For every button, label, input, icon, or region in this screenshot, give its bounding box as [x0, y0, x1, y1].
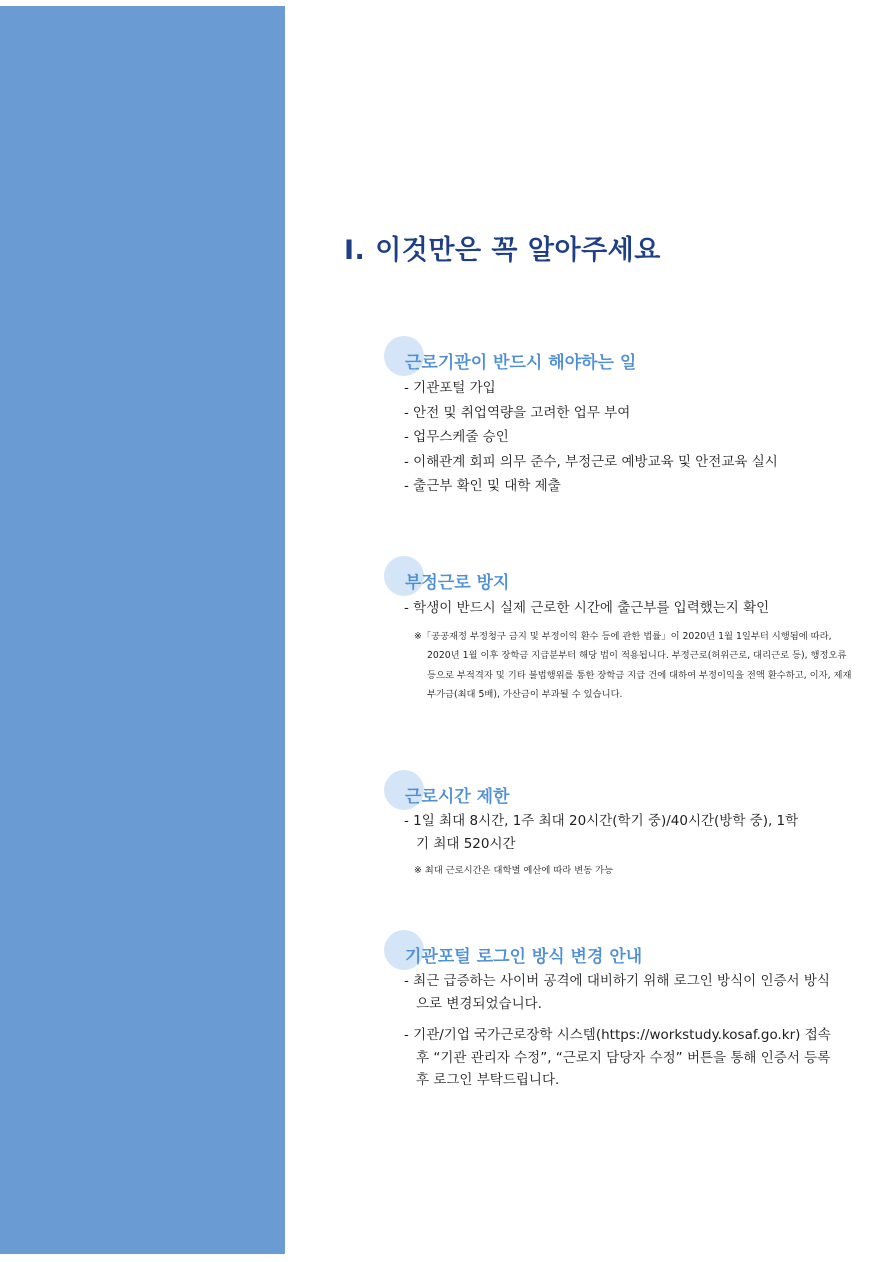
section-header	[384, 770, 854, 806]
list-item: - 출근부 확인 및 대학 제출	[404, 478, 561, 494]
list-item: - 안전 및 취업역량을 고려한 업무 부여	[404, 404, 631, 421]
section-portal-login-change	[384, 930, 854, 1092]
list-item: - 기관포털 가입	[404, 380, 496, 396]
section-list	[384, 810, 804, 855]
section-title: 근로기관이 반드시 해야하는 일	[405, 353, 637, 373]
list-item: - 업무스케줄 승인	[404, 429, 509, 445]
section-header	[384, 556, 854, 592]
list-item: - 기관/기업 국가근로장학 시스템(https://workstudy.kosaf.go.kr) 접속 후 “기관 관리자 수정”, “근로지 담당자 수정” 버튼을 통해 인증서 등록 후 로그인 부탁드립니다.	[404, 1027, 831, 1088]
list-item: - 이해관계 회피 의무 준수, 부정근로 예방교육 및 안전교육 실시	[404, 453, 778, 470]
section-title: 부정근로 방지	[405, 573, 510, 593]
page-title: Ⅰ. 이것만은 꼭 알아주세요	[344, 235, 661, 266]
hours-note: ※ 최대 근로시간은 대학별 예산에 따라 변동 가능	[414, 865, 614, 876]
section-institution-duties	[384, 336, 854, 499]
list-item: - 최근 급증하는 사이버 공격에 대비하기 위해 로그인 방식이 인증서 방식으로 변경되었습니다.	[404, 973, 830, 1012]
section-list	[384, 376, 854, 499]
section-working-hours	[384, 770, 854, 881]
section-title: 기관포털 로그인 방식 변경 안내	[405, 947, 643, 967]
section-list	[384, 596, 854, 621]
section-title: 근로시간 제한	[405, 787, 510, 807]
section-header	[384, 336, 854, 372]
legal-note: ※「공공재정 부정청구 금지 및 부정이익 환수 등에 관한 법률」이 2020년 1월 1일부터 시행됨에 따라, 2020년 1월 이후 장학금 지급분부터 해당 법이 적용됩니다. 부정근로(허위근로, 대리근로 등), 행정오류 등으로 부적격자 및 기타 불법행위를 통한 장학금 지급 건에 대하여 부정이익을 전액 환수하고, 이자, 제재부가금(최대 5배), 가산금이 부과될 수 있습니다.	[414, 630, 852, 700]
section-header	[384, 930, 854, 966]
section-list	[384, 970, 834, 1092]
side-panel	[0, 6, 285, 1254]
list-item: - 1일 최대 8시간, 1주 최대 20시간(학기 중)/40시간(방학 중), 1학기 최대 520시간	[404, 813, 799, 852]
list-item: - 학생이 반드시 실제 근로한 시간에 출근부를 입력했는지 확인	[404, 600, 770, 616]
section-fraud-prevention	[384, 556, 854, 705]
